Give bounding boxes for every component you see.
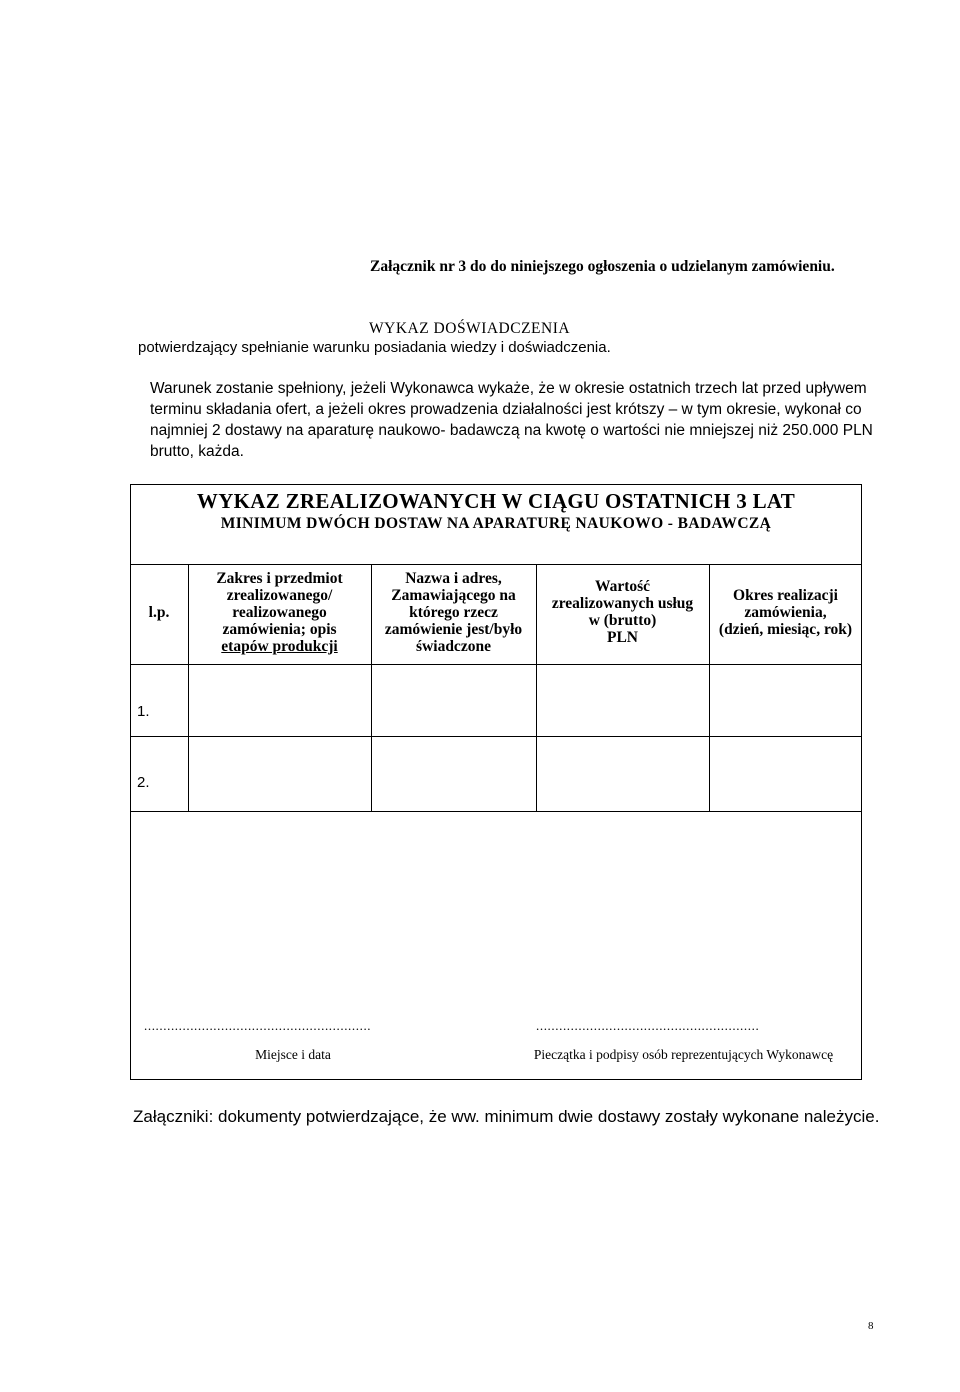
row-number: 1. [137, 703, 150, 720]
column-header-value [536, 578, 709, 646]
form-title: WYKAZ ZREALIZOWANYCH W CIĄGU OSTATNICH 3 LAT [196, 489, 796, 513]
condition-line: terminu składania ofert, a jeżeli okres prowadzenia działalności jest krótszy – w tym okresie, wykonał co [150, 401, 862, 418]
table-row-divider [130, 811, 862, 812]
column-header-line: którego rzecz [409, 604, 498, 621]
column-header-line: PLN [607, 629, 638, 646]
table-header-top-line [130, 564, 862, 565]
page-number: 8 [868, 1320, 874, 1332]
condition-line: najmniej 2 dostawy na aparaturę naukowo- badawczą na kwotę o wartości nie mniejszej niż 250.000 PLN [150, 422, 873, 439]
signature-caption: Pieczątka i podpisy osób reprezentujących Wykonawcę [533, 1047, 834, 1062]
column-header-client [371, 570, 536, 655]
column-header-line: l.p. [148, 604, 170, 621]
column-header-line: zamówienia; opis [222, 621, 337, 638]
table-header-bottom-line [130, 664, 862, 665]
column-header-line: Zamawiającego na [391, 587, 516, 604]
column-header-line: etapów produkcji [221, 638, 338, 655]
column-header-line: zrealizowanych usług [551, 595, 694, 612]
column-header-scope [188, 570, 371, 655]
condition-line: Warunek zostanie spełniony, jeżeli Wykonawca wykaże, że w okresie ostatnich trzech lat przed upływem [150, 380, 867, 397]
column-header-line: (dzień, miesiąc, rok) [718, 621, 853, 638]
column-header-line: Nazwa i adres, [405, 570, 502, 587]
attachments-note: Załączniki: dokumenty potwierdzające, że ww. minimum dwie dostawy zostały wykonane należycie. [133, 1107, 880, 1126]
place-date-caption: Miejsce i data [255, 1047, 331, 1062]
place-date-dotted-line: ........................................................... [144, 1018, 372, 1033]
column-header-line: zamówienie jest/było [384, 621, 523, 638]
column-header-line: Zakres i przedmiot [216, 570, 343, 587]
document-subtitle: potwierdzający spełnianie warunku posiadania wiedzy i doświadczenia. [138, 339, 611, 356]
column-header-line: zamówienia, [744, 604, 827, 621]
column-header-line: w (brutto) [588, 612, 657, 629]
column-header-line: zrealizowanego/ [226, 587, 333, 604]
form-subtitle: MINIMUM DWÓCH DOSTAW NA APARATURĘ NAUKOWO - BADAWCZĄ [220, 515, 772, 532]
document-title: WYKAZ DOŚWIADCZENIA [369, 320, 571, 337]
signature-dotted-line: .......................................................... [536, 1018, 760, 1033]
column-header-line: świadczone [416, 638, 491, 655]
condition-paragraph [150, 378, 872, 462]
column-header-lp [130, 604, 188, 621]
row-number: 2. [137, 774, 150, 791]
column-header-line: Wartość [594, 578, 651, 595]
column-header-line: Okres realizacji [733, 587, 838, 604]
column-header-period [709, 587, 862, 638]
table-row-divider [130, 736, 862, 737]
condition-line: brutto, każda. [150, 443, 244, 460]
attachment-header: Załącznik nr 3 do do niniejszego ogłoszenia o udzielanym zamówieniu. [370, 258, 835, 275]
column-header-line: realizowanego [232, 604, 327, 621]
